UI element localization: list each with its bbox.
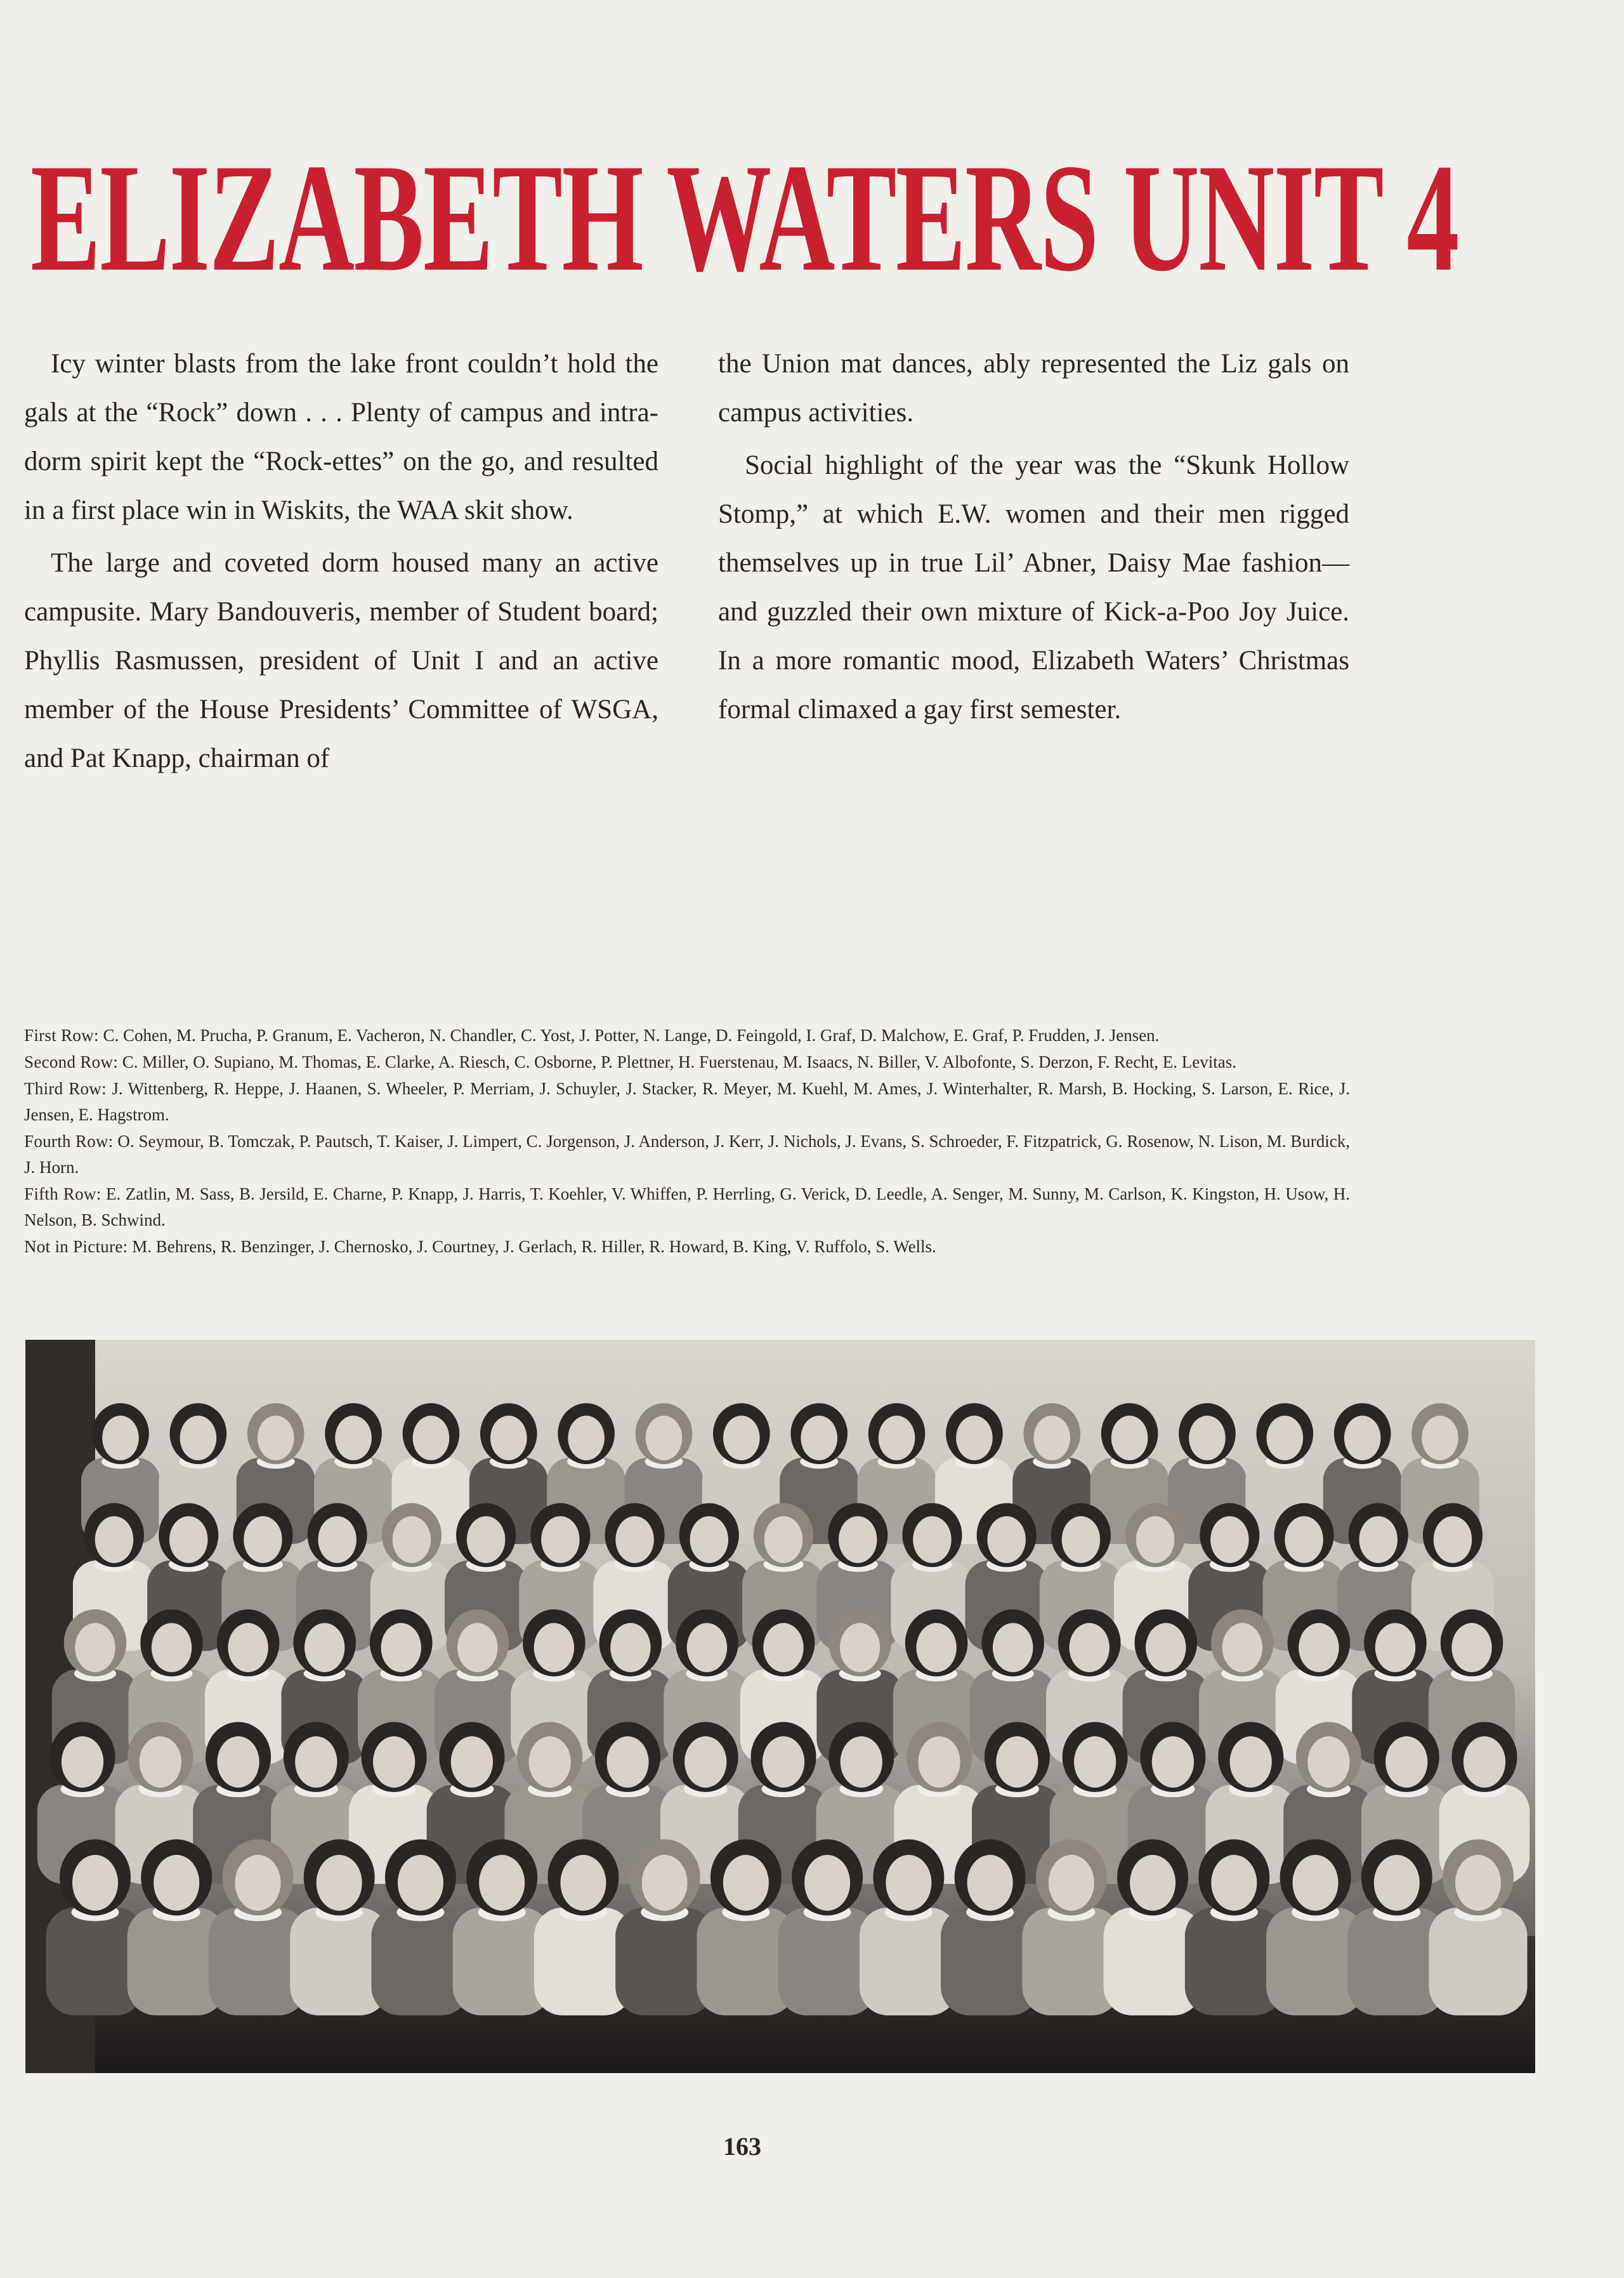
person-face: [95, 1516, 133, 1563]
person-face: [916, 1623, 956, 1672]
page-number: 163: [723, 2132, 761, 2161]
person-face: [451, 1736, 493, 1788]
person-face: [1152, 1736, 1194, 1788]
person-face: [918, 1736, 960, 1788]
person-face: [886, 1855, 931, 1911]
person-face: [1111, 1416, 1148, 1460]
person-face: [1434, 1516, 1472, 1563]
person-face: [373, 1736, 415, 1788]
person-face: [1033, 1416, 1070, 1460]
person-face: [541, 1516, 579, 1563]
roster-row: [24, 1049, 1350, 1075]
roster-row-label: Second Row:: [24, 1052, 119, 1071]
person-face: [560, 1855, 606, 1911]
person-face: [1146, 1623, 1186, 1672]
person-face: [75, 1623, 115, 1672]
person-face: [398, 1855, 443, 1911]
person-face: [169, 1516, 207, 1563]
person-face: [568, 1416, 605, 1460]
person-face: [764, 1516, 802, 1563]
person-face: [304, 1623, 344, 1672]
photo-caption-roster: [24, 1023, 1350, 1260]
person-face: [606, 1736, 648, 1788]
person-face: [295, 1736, 337, 1788]
person-face: [228, 1623, 268, 1672]
person-face: [1136, 1516, 1174, 1563]
person-face: [1222, 1623, 1262, 1672]
person-face: [723, 1855, 769, 1911]
roster-row-label: Third Row:: [24, 1079, 107, 1098]
roster-row-names: M. Behrens, R. Benzinger, J. Chernosko, J. Courtney, J. Gerlach, R. Hiller, R. Howard, B. King, V. Ruffolo, S. Wells.: [132, 1237, 936, 1256]
person-face: [457, 1623, 497, 1672]
person-face: [993, 1623, 1033, 1672]
person-face: [1070, 1623, 1110, 1672]
person-face: [62, 1736, 103, 1788]
person-face: [1189, 1416, 1226, 1460]
person-face: [1293, 1855, 1339, 1911]
person-face: [1074, 1736, 1116, 1788]
person-face: [467, 1516, 505, 1563]
person-face: [804, 1855, 850, 1911]
person-face: [1422, 1416, 1458, 1460]
person-face: [763, 1736, 804, 1788]
person-face: [1299, 1623, 1339, 1672]
person-face: [534, 1623, 574, 1672]
group-photo-image: [25, 1340, 1535, 2073]
article-paragraph: The large and coveted dorm housed many an active campusite. Mary Bandouveris, member of Student board; Phyllis Rasmussen, president of Unit I and an active member of the House Presidents’ Committee of WSGA, and Pat Knapp, chairman of: [24, 548, 658, 773]
article-paragraph: the Union mat dances, ably represented the Liz gals on campus activities.: [718, 349, 1349, 428]
person-face: [801, 1416, 837, 1460]
person-face: [1210, 1516, 1248, 1563]
person-face: [72, 1855, 118, 1911]
person-face: [723, 1416, 760, 1460]
person-face: [479, 1855, 525, 1911]
roster-row: [24, 1023, 1350, 1049]
person-face: [956, 1416, 993, 1460]
person-face: [217, 1736, 259, 1788]
person-face: [684, 1736, 726, 1788]
roster-row: [24, 1076, 1350, 1128]
person-face: [987, 1516, 1025, 1563]
article-paragraph: Social highlight of the year was the “Skunk Hollow Stomp,” at which E.W. women and their men rigged themselves up in true Lil’ Abner, Daisy Mae fashion—and guzzled their own mixture of Kick-a-Poo Joy Juice. In a more romantic mood, Elizabeth Waters’ Christmas formal climaxed a gay first semester.: [718, 450, 1349, 724]
roster-row: [24, 1234, 1350, 1260]
roster-row-names: C. Cohen, M. Prucha, P. Granum, E. Vacheron, N. Chandler, C. Yost, J. Potter, N. Lange, D. Feingold, I. Graf, D. Malchow, E. Graf, P. Frudden, J. Jensen.: [103, 1026, 1160, 1045]
person-face: [610, 1623, 650, 1672]
roster-row-label: Not in Picture:: [24, 1237, 128, 1256]
roster-row-label: Fifth Row:: [24, 1184, 102, 1203]
person-face: [690, 1516, 728, 1563]
person-face: [1464, 1736, 1505, 1788]
person-face: [244, 1516, 282, 1563]
roster-row-names: J. Wittenberg, R. Heppe, J. Haanen, S. Wheeler, P. Merriam, J. Schuyler, J. Stacker, R. Meyer, M. Kuehl, M. Ames, J. Winterhalter, R. Marsh, B. Hocking, S. Larson, E. Rice, J. Jensen, E. Hagstrom.: [24, 1079, 1350, 1124]
person-face: [152, 1623, 192, 1672]
person-face: [879, 1416, 915, 1460]
person-face: [913, 1516, 951, 1563]
person-face: [140, 1736, 181, 1788]
person-face: [646, 1416, 683, 1460]
person-face: [317, 1855, 362, 1911]
roster-row-label: First Row:: [24, 1026, 99, 1045]
person-face: [1285, 1516, 1323, 1563]
person-face: [393, 1516, 431, 1563]
article-column-right: [718, 339, 1349, 738]
article-column-left: [24, 339, 658, 787]
person-face: [1359, 1516, 1398, 1563]
person-face: [839, 1516, 877, 1563]
roster-row-names: O. Seymour, B. Tomczak, P. Pautsch, T. Kaiser, J. Limpert, C. Jorgenson, J. Anderson, J. Kerr, J. Nichols, J. Evans, S. Schroeder, F. Fitzpatrick, G. Rosenow, N. Lison, M. Burdick, J. Horn.: [24, 1132, 1350, 1177]
roster-row-names: E. Zatlin, M. Sass, B. Jersild, E. Charne, P. Knapp, J. Harris, T. Koehler, V. Whiffen, P. Herrling, G. Verick, D. Leedle, A. Senger, M. Sunny, M. Carlson, K. Kingston, H. Usow, H. Nelson, B. Schwind.: [24, 1184, 1351, 1229]
person-face: [413, 1416, 450, 1460]
person-face: [642, 1855, 688, 1911]
person-face: [381, 1623, 421, 1672]
person-face: [1130, 1855, 1175, 1911]
person-face: [154, 1855, 199, 1911]
person-face: [529, 1736, 571, 1788]
article-paragraph: Icy winter blasts from the lake front couldn’t hold the gals at the “Rock” down . . . Plenty of campus and intra-dorm spirit kept the “Rock-ettes” on the go, and resulted in a first place win in Wiskits, the WAA skit show.: [24, 349, 658, 525]
person-face: [235, 1855, 280, 1911]
person-face: [1049, 1855, 1094, 1911]
person-face: [967, 1855, 1013, 1911]
person-face: [1344, 1416, 1381, 1460]
group-photo: [25, 1340, 1535, 2073]
person-face: [615, 1516, 653, 1563]
person-face: [996, 1736, 1038, 1788]
person-face: [1230, 1736, 1272, 1788]
person-face: [840, 1623, 880, 1672]
roster-row-names: C. Miller, O. Supiano, M. Thomas, E. Clarke, A. Riesch, C. Osborne, P. Plettner, H. Fuerstenau, M. Isaacs, N. Biller, V. Albofonte, S. Derzon, F. Recht, E. Levitas.: [122, 1052, 1236, 1071]
person-face: [102, 1416, 139, 1460]
group-photo-people: [37, 1403, 1530, 2015]
person-face: [1266, 1416, 1303, 1460]
person-face: [763, 1623, 803, 1672]
person-face: [1211, 1855, 1257, 1911]
person-face: [180, 1416, 217, 1460]
person-face: [318, 1516, 356, 1563]
person-face: [1455, 1855, 1501, 1911]
person-face: [1307, 1736, 1349, 1788]
person-face: [687, 1623, 727, 1672]
person-face: [1385, 1736, 1427, 1788]
roster-row-label: Fourth Row:: [24, 1132, 114, 1151]
person-face: [1451, 1623, 1491, 1672]
person-face: [258, 1416, 294, 1460]
person-face: [841, 1736, 882, 1788]
roster-row: [24, 1129, 1350, 1181]
person-face: [1062, 1516, 1100, 1563]
page-title: ELIZABETH WATERS UNIT 4: [30, 132, 1458, 303]
roster-row: [24, 1181, 1350, 1233]
person-face: [490, 1416, 527, 1460]
person-face: [1375, 1623, 1415, 1672]
person-face: [335, 1416, 372, 1460]
person-face: [1374, 1855, 1420, 1911]
person-body: [1429, 1908, 1528, 2015]
